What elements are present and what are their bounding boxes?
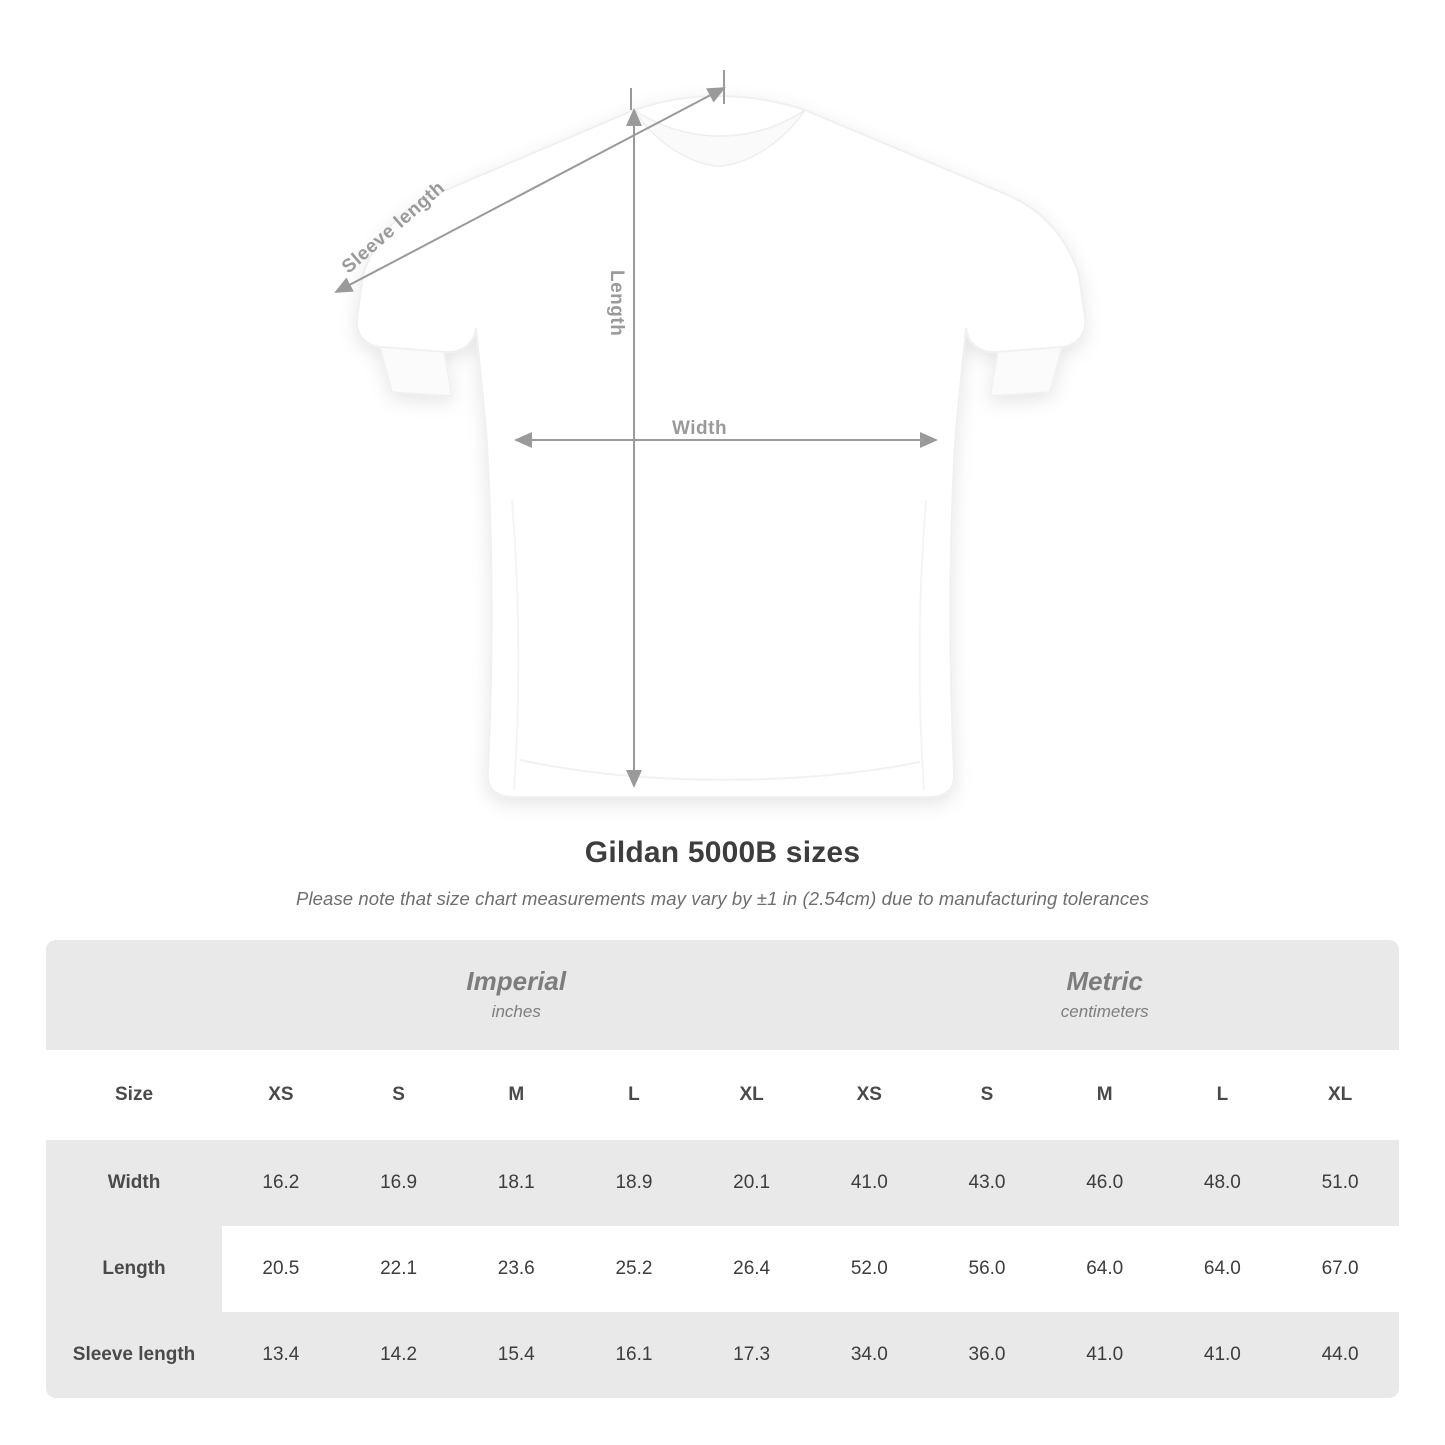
size-table-wrapper: [46, 940, 1399, 1398]
unit-header-imperial: [222, 940, 810, 1050]
cell-sleeve-metric-m: 41.0: [1046, 1312, 1164, 1398]
cell-length-imperial-m: 23.6: [497, 1258, 535, 1279]
cell-sleeve-imperial-xs: 13.4: [222, 1312, 340, 1398]
unit-header-corner: [46, 940, 222, 1050]
size-header-metric-s: S: [928, 1050, 1046, 1140]
row-label-sleeve-length: Sleeve length: [46, 1312, 222, 1398]
width-label: Width: [672, 418, 728, 439]
title-block: [0, 836, 1445, 910]
size-header-metric-l: L: [1164, 1050, 1282, 1140]
unit-title-metric: Metric: [1066, 966, 1144, 997]
unit-header-metric: [810, 940, 1399, 1050]
cell-length-metric-m: 64.0: [1086, 1258, 1124, 1279]
cell-sleeve-imperial-l: 16.1: [575, 1312, 693, 1398]
cell-width-metric-l: 48.0: [1164, 1140, 1282, 1226]
size-header-imperial-s: S: [340, 1050, 458, 1140]
cell-length-imperial-l: 25.2: [615, 1258, 653, 1279]
cell-width-metric-xl: 51.0: [1281, 1140, 1399, 1226]
table-row: [46, 1312, 1399, 1398]
cell-width-metric-s: 43.0: [928, 1140, 1046, 1226]
sleeve-length-label: Sleeve length: [338, 177, 450, 278]
tshirt-shape: [357, 96, 1086, 797]
cell-width-metric-xs: 41.0: [810, 1140, 928, 1226]
cell-width-imperial-m: 18.1: [457, 1140, 575, 1226]
cell-length-imperial-xl: 26.4: [733, 1258, 771, 1279]
cell-length-metric-xs: 52.0: [850, 1258, 888, 1279]
length-label: Length: [606, 270, 627, 337]
size-header-imperial-xl: XL: [693, 1050, 811, 1140]
size-table: [46, 940, 1399, 1398]
cell-sleeve-imperial-xl: 17.3: [693, 1312, 811, 1398]
table-row: [46, 1140, 1399, 1226]
tolerance-note: Please note that size chart measurements may vary by ±1 in (2.54cm) due to manufacturing tolerances: [296, 888, 1149, 909]
unit-title-imperial: Imperial: [466, 966, 567, 997]
page-title: Gildan 5000B sizes: [584, 836, 861, 869]
size-header-metric-m: M: [1046, 1050, 1164, 1140]
cell-sleeve-imperial-m: 15.4: [457, 1312, 575, 1398]
row-label-length: Length: [46, 1226, 222, 1312]
cell-length-metric-l: 64.0: [1203, 1258, 1241, 1279]
cell-sleeve-imperial-s: 14.2: [340, 1312, 458, 1398]
cell-sleeve-metric-xs: 34.0: [810, 1312, 928, 1398]
size-header-metric-xs: XS: [810, 1050, 928, 1140]
cell-sleeve-metric-s: 36.0: [928, 1312, 1046, 1398]
unit-header-row: [46, 940, 1399, 1050]
size-header-metric-xl: XL: [1281, 1050, 1399, 1140]
cell-width-imperial-xs: 16.2: [222, 1140, 340, 1226]
size-header-label: Size: [46, 1050, 222, 1140]
cell-length-metric-s: 56.0: [968, 1258, 1006, 1279]
size-header-imperial-l: L: [575, 1050, 693, 1140]
cell-width-metric-m: 46.0: [1046, 1140, 1164, 1226]
cell-width-imperial-s: 16.9: [340, 1140, 458, 1226]
cell-length-metric-xl: 67.0: [1321, 1258, 1359, 1279]
size-header-imperial-xs: XS: [222, 1050, 340, 1140]
cell-length-imperial-s: 22.1: [380, 1258, 418, 1279]
unit-sub-imperial: inches: [491, 1001, 541, 1021]
table-row: [46, 1226, 1399, 1312]
size-header-imperial-m: M: [457, 1050, 575, 1140]
cell-length-imperial-xs: 20.5: [262, 1258, 300, 1279]
size-header-row: [46, 1050, 1399, 1140]
cell-sleeve-metric-l: 41.0: [1164, 1312, 1282, 1398]
row-label-width: Width: [46, 1140, 222, 1226]
cell-width-imperial-xl: 20.1: [693, 1140, 811, 1226]
cell-sleeve-metric-xl: 44.0: [1281, 1312, 1399, 1398]
unit-sub-metric: centimeters: [1060, 1001, 1149, 1021]
cell-width-imperial-l: 18.9: [575, 1140, 693, 1226]
